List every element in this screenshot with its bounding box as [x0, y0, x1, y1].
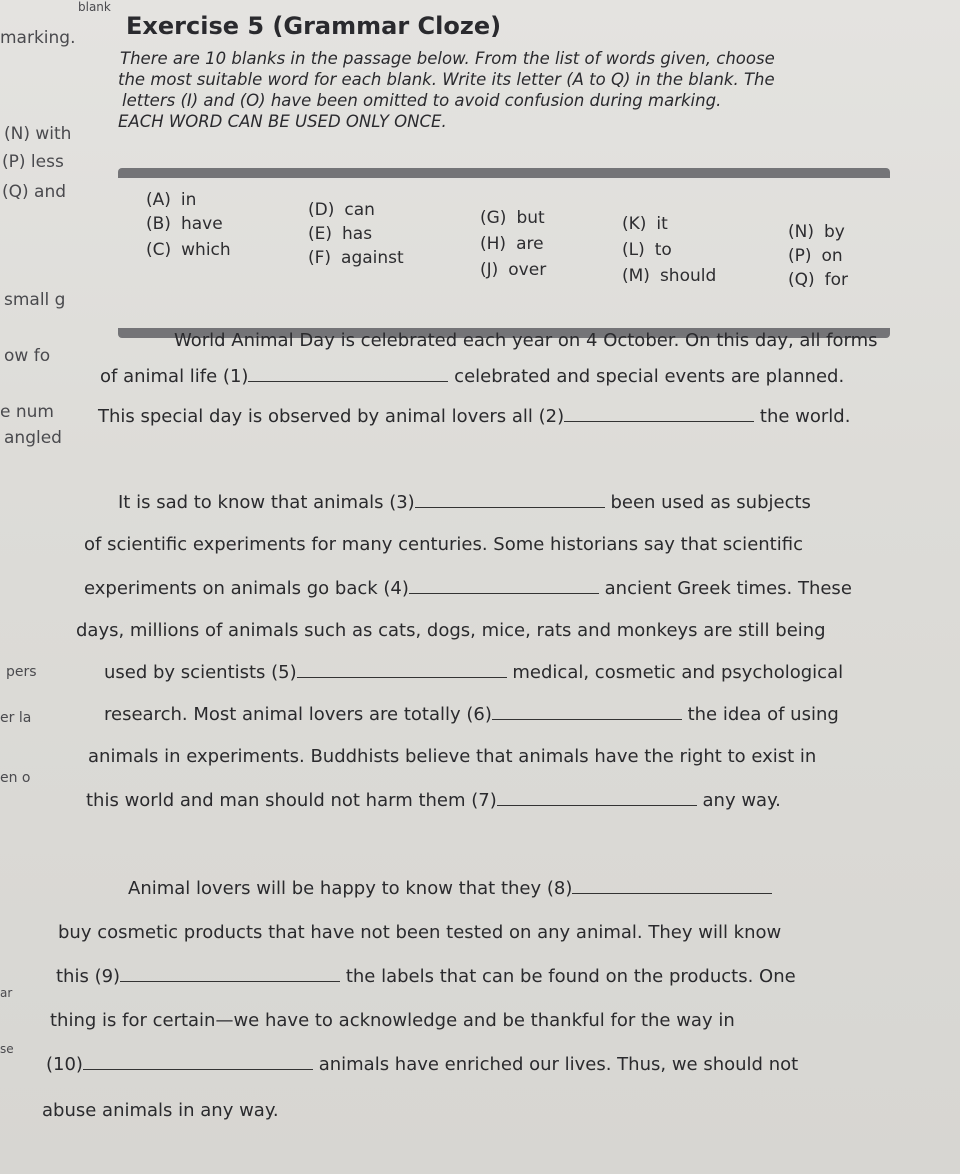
margin-text: (Q) and: [2, 182, 67, 202]
passage-line: (10) animals have enriched our lives. Thus, we should not: [46, 1054, 799, 1075]
margin-text: e num: [0, 402, 54, 422]
margin-text: angled: [4, 428, 62, 448]
instruction-line: There are 10 blanks in the passage below. From the list of words given, choose: [120, 49, 775, 68]
answer-blank-8[interactable]: [572, 893, 772, 894]
answer-blank-9[interactable]: [120, 981, 340, 982]
word-option: (C) which: [146, 240, 231, 260]
margin-text: (N) with: [4, 124, 72, 144]
answer-blank-3[interactable]: [415, 507, 605, 508]
passage-line: buy cosmetic products that have not been tested on any animal. They will know: [58, 922, 782, 943]
word-option: (K) it: [622, 214, 668, 234]
passage-line: this world and man should not harm them (7) any way.: [86, 790, 781, 811]
passage-line: experiments on animals go back (4) ancient Greek times. These: [84, 578, 852, 599]
passage-line: of scientific experiments for many centuries. Some historians say that scientific: [84, 534, 803, 555]
margin-text: (P) less: [2, 152, 64, 172]
margin-text: se: [0, 1042, 14, 1056]
word-option: (G) but: [480, 208, 545, 228]
margin-text: marking.: [0, 28, 76, 48]
passage-line: animals in experiments. Buddhists believe that animals have the right to exist in: [88, 746, 817, 767]
answer-blank-2[interactable]: [564, 421, 754, 422]
word-option: (N) by: [788, 222, 845, 242]
passage-line: Animal lovers will be happy to know that they (8): [128, 878, 772, 899]
instruction-line: letters (I) and (O) have been omitted to avoid confusion during marking.: [122, 91, 722, 110]
word-option: (B) have: [146, 214, 223, 234]
margin-text: blank: [78, 0, 111, 14]
margin-text: en o: [0, 770, 31, 786]
margin-text: ow fo: [4, 346, 51, 366]
word-option: (A) in: [146, 190, 197, 210]
margin-text: small g: [4, 290, 66, 310]
instruction-line: EACH WORD CAN BE USED ONLY ONCE.: [118, 112, 447, 131]
word-option: (F) against: [308, 248, 404, 268]
word-option: (P) on: [788, 246, 843, 266]
passage-line: World Animal Day is celebrated each year on 4 October. On this day, all forms: [174, 330, 878, 351]
passage-line: thing is for certain—we have to acknowledge and be thankful for the way in: [50, 1010, 735, 1031]
passage-line: of animal life (1) celebrated and special events are planned.: [100, 366, 845, 387]
passage-line: abuse animals in any way.: [42, 1100, 279, 1121]
exercise-title: Exercise 5 (Grammar Cloze): [126, 12, 502, 40]
passage-line: research. Most animal lovers are totally (6) the idea of using: [104, 704, 839, 725]
instruction-line: the most suitable word for each blank. Write its letter (A to Q) in the blank. The: [118, 70, 775, 89]
answer-blank-10[interactable]: [83, 1069, 313, 1070]
margin-text: er la: [0, 710, 32, 726]
word-option: (E) has: [308, 224, 373, 244]
word-option: (D) can: [308, 200, 375, 220]
passage-line: days, millions of animals such as cats, dogs, mice, rats and monkeys are still being: [76, 620, 826, 641]
passage-line: This special day is observed by animal lovers all (2) the world.: [98, 406, 851, 427]
answer-blank-7[interactable]: [497, 805, 697, 806]
passage-line: this (9) the labels that can be found on the products. One: [56, 966, 796, 987]
margin-text: ar: [0, 986, 13, 1000]
margin-text: pers: [6, 664, 37, 680]
word-option: (M) should: [622, 266, 717, 286]
word-option: (Q) for: [788, 270, 849, 290]
answer-blank-4[interactable]: [409, 593, 599, 594]
word-option: (H) are: [480, 234, 544, 254]
passage-line: used by scientists (5) medical, cosmetic and psychological: [104, 662, 844, 683]
answer-blank-1[interactable]: [248, 381, 448, 382]
passage-line: It is sad to know that animals (3) been used as subjects: [118, 492, 811, 513]
word-option: (L) to: [622, 240, 672, 260]
answer-blank-5[interactable]: [297, 677, 507, 678]
word-option: (J) over: [480, 260, 547, 280]
answer-blank-6[interactable]: [492, 719, 682, 720]
